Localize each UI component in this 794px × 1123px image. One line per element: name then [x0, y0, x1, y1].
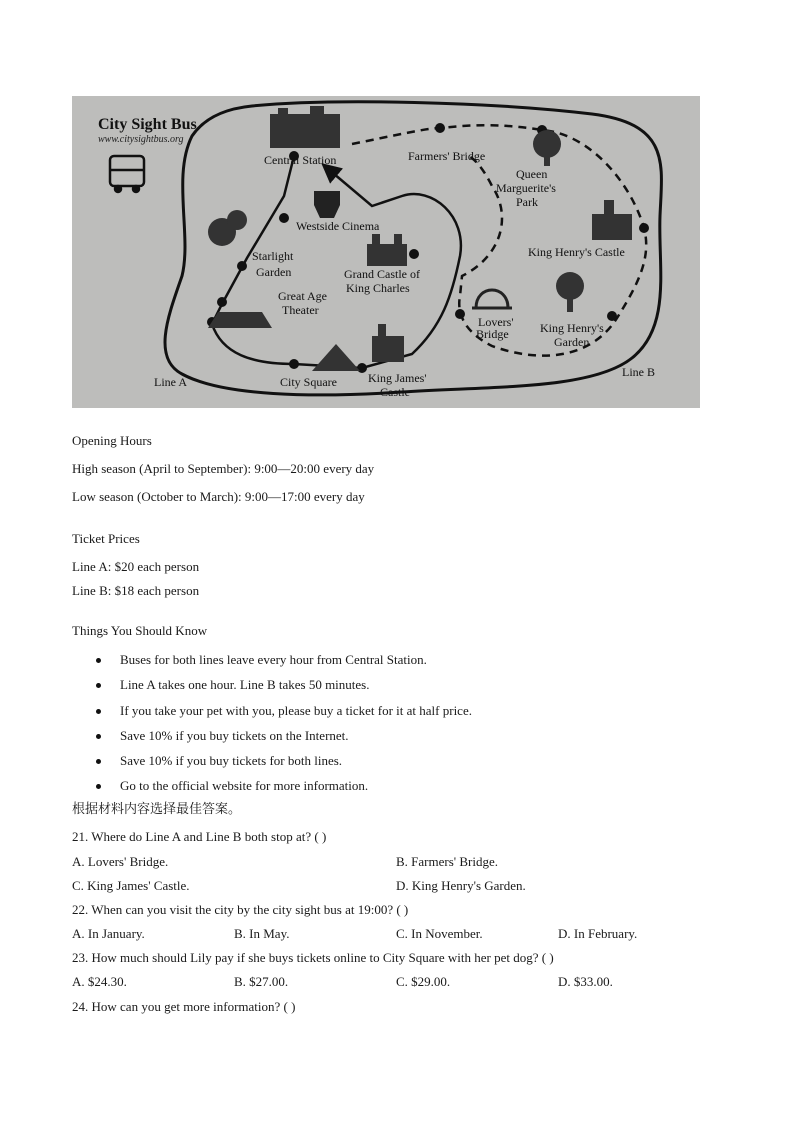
q21-option-a[interactable]: A. Lovers' Bridge.	[72, 854, 169, 869]
stop-queen-park-line1: Queen	[516, 167, 548, 181]
high-season-hours: High season (April to September): 9:00—20:00 every day	[72, 461, 375, 476]
q23-option-d[interactable]: D. $33.00.	[558, 974, 613, 989]
stop-lovers-bridge-line2: Bridge	[476, 327, 509, 341]
stop-grand-castle-line2: King Charles	[346, 281, 410, 295]
list-item: Save 10% if you buy tickets for both lines.	[120, 753, 343, 768]
things-heading: Things You Should Know	[72, 623, 208, 638]
great-age-theater-icon	[208, 312, 272, 328]
question-23: 23. How much should Lily pay if she buys tickets online to City Square with her pet dog? ( )	[72, 950, 554, 965]
q22-option-c[interactable]: C. In November.	[396, 926, 483, 941]
king-henrys-castle-icon	[592, 200, 632, 240]
queen-park-tree-icon	[533, 130, 561, 166]
instruction: 根据材料内容选择最佳答案。	[72, 802, 242, 817]
list-item: If you take your pet with you, please buy a ticket for it at half price.	[120, 703, 472, 718]
question-21: 21. Where do Line A and Line B both stop at? ( )	[72, 829, 327, 844]
map-brand-title: City Sight Bus	[98, 116, 197, 133]
bullet-dot	[96, 759, 101, 764]
stop-westside-cinema: Westside Cinema	[296, 219, 380, 233]
stop-central-station: Central Station	[264, 153, 337, 167]
line-a-route	[212, 153, 461, 368]
bullet-dot	[96, 658, 101, 663]
q22-option-a[interactable]: A. In January.	[72, 926, 145, 941]
low-season-hours: Low season (October to March): 9:00—17:00 every day	[72, 489, 365, 504]
stop-queen-park-line2: Marguerite's	[496, 181, 556, 195]
map-website: www.citysightbus.org	[98, 134, 184, 145]
stop-king-henrys-garden-line1: King Henry's	[540, 321, 604, 335]
stop-king-james-line2: Castle	[380, 385, 410, 399]
q21-option-c[interactable]: C. King James' Castle.	[72, 878, 190, 893]
ticket-price-line-a: Line A: $20 each person	[72, 559, 200, 574]
stop-great-age-line1: Great Age	[278, 289, 327, 303]
question-24: 24. How can you get more information? ( )	[72, 999, 296, 1014]
line-b-label: Line B	[622, 365, 655, 379]
stop-starlight-garden-line1: Starlight	[252, 249, 294, 263]
stop-king-henrys-castle: King Henry's Castle	[528, 245, 625, 259]
line-a-label: Line A	[154, 375, 187, 389]
q23-option-a[interactable]: A. $24.30.	[72, 974, 127, 989]
q23-option-c[interactable]: C. $29.00.	[396, 974, 451, 989]
opening-hours-heading: Opening Hours	[72, 433, 152, 448]
q22-option-d[interactable]: D. In February.	[558, 926, 638, 941]
list-item: Save 10% if you buy tickets on the Internet.	[120, 728, 349, 743]
q21-option-d[interactable]: D. King Henry's Garden.	[396, 878, 526, 893]
bullet-dot	[96, 784, 101, 789]
stop-king-henrys-garden-line2: Garden	[554, 335, 590, 349]
starlight-garden-tree-icon	[208, 210, 247, 246]
grand-castle-icon	[367, 234, 407, 266]
central-station-icon	[270, 106, 340, 148]
list-item: Go to the official website for more information.	[120, 778, 369, 793]
king-henrys-garden-tree-icon	[556, 272, 584, 312]
king-james-castle-icon	[372, 324, 404, 362]
bullet-dot	[96, 683, 101, 688]
cinema-icon	[314, 191, 340, 218]
city-square-icon	[312, 344, 360, 371]
question-22: 22. When can you visit the city by the city sight bus at 19:00? ( )	[72, 902, 409, 917]
stop-queen-park-line3: Park	[516, 195, 538, 209]
stop-great-age-line2: Theater	[282, 303, 319, 317]
city-sight-bus-map	[72, 96, 700, 408]
ticket-prices-heading: Ticket Prices	[72, 531, 140, 546]
stop-farmers-bridge: Farmers' Bridge	[408, 149, 486, 163]
q21-option-b[interactable]: B. Farmers' Bridge.	[396, 854, 498, 869]
list-item: Buses for both lines leave every hour from Central Station.	[120, 652, 427, 667]
stop-starlight-garden-line2: Garden	[256, 265, 292, 279]
stop-king-james-line1: King James'	[368, 371, 427, 385]
ticket-price-line-b: Line B: $18 each person	[72, 583, 200, 598]
stop-lovers-bridge-line1: Lovers'	[478, 315, 514, 329]
q23-option-b[interactable]: B. $27.00.	[234, 974, 289, 989]
list-item: Line A takes one hour. Line B takes 50 minutes.	[120, 677, 370, 692]
lovers-bridge-icon	[472, 290, 512, 308]
bus-icon	[110, 156, 144, 192]
bullet-dot	[96, 734, 101, 739]
stop-grand-castle-line1: Grand Castle of	[344, 267, 420, 281]
q22-option-b[interactable]: B. In May.	[234, 926, 290, 941]
stop-city-square: City Square	[280, 375, 337, 389]
bullet-dot	[96, 709, 101, 714]
